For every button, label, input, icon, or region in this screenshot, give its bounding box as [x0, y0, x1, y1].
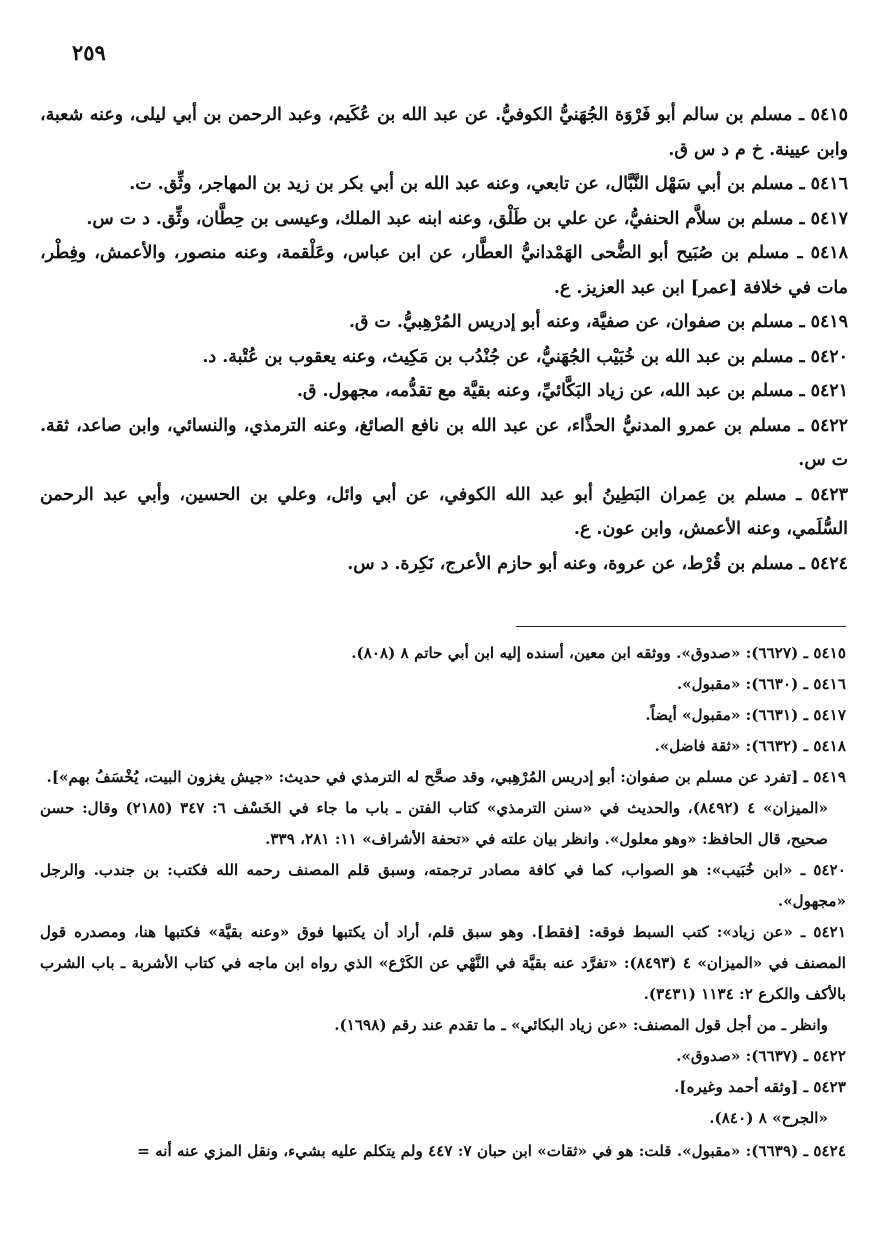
entry-5421 [40, 374, 848, 409]
note-number: ٥٤٢٤ ـ [803, 1142, 846, 1160]
entry-text: مسلم بن عبد الله بن خُبَيْب الجُهَنيُّ، عن جُنْدُب بن مَكِيث، وعنه يعقوب بن عُتْبة. د. [202, 346, 794, 367]
note-text: [تفرد عن مسلم بن صفوان: أبو إدريس المُرْهِبي، وقد صحَّح له الترمذي في حديث: «جيش يغزون البيت، يُخْسَفُ بهم»]. [46, 768, 799, 786]
entry-5420 [40, 340, 848, 375]
note-number: ٥٤٢٣ ـ [803, 1078, 846, 1096]
note-number: ٥٤٢٠ ـ [800, 861, 846, 879]
note-text: «الجرح» ٨ (٨٤٠). [709, 1109, 828, 1127]
note-5424 [40, 1136, 846, 1167]
note-number: ٥٤٢٢ ـ [803, 1047, 846, 1065]
entry-number: ٥٤٢٢ ـ [798, 415, 848, 436]
note-5418 [40, 731, 846, 762]
entry-number: ٥٤٢١ ـ [799, 381, 848, 401]
note-number: ٥٤١٥ ـ [803, 644, 846, 662]
entry-number: ٥٤٢٠ ـ [799, 346, 848, 367]
note-5423 [40, 1072, 846, 1103]
note-text: «عن زياد»: كتب السبط فوقه: [فقط]. وهو سبق قلم، أراد أن يكتبها فوق «وعنه بقيَّة» فكتبها هنا، ومصدره قول المصنف في «الميزان» ٤ (٨٤٩٣): «تفرَّد عنه بقيَّة في النَّهْي عن الكَرْع» الذي رواه ابن ماجه في كتاب الأشربة ـ باب الشرب بالأكف والكرع ٢: ١١٣٤ (٣٤٣١). [40, 923, 846, 1003]
note-text: (٦٦٣٠): «مقبول». [676, 675, 799, 693]
entry-5419 [40, 305, 848, 340]
page-number: ٢٥٩ [72, 40, 106, 65]
note-5419-reference [40, 793, 846, 855]
note-number: ٥٤١٦ ـ [803, 675, 846, 693]
footnote-divider [516, 626, 846, 627]
entry-number: ٥٤٢٤ ـ [799, 553, 848, 574]
note-5420 [40, 855, 846, 917]
entry-text: مسلم بن صفوان، عن صفيَّة، وعنه أبو إدريس المُرْهِبيُّ. ت ق. [348, 312, 794, 332]
note-5419 [40, 762, 846, 793]
entry-5418 [40, 236, 848, 305]
note-number: ٥٤١٨ ـ [803, 737, 846, 755]
footnotes [40, 638, 846, 1167]
entry-text: مسلم بن صُبَيح أبو الضُّحى الهَمْدانيُّ العطَّار، عن ابن عباس، وعَلْقمة، وعنه منصور، والأعمش، وفِطْر، مات في خلافة [عمر] ابن عبد العزيز. ع. [40, 243, 848, 298]
note-5423-reference [40, 1103, 846, 1134]
entry-number: ٥٤٢٣ ـ [796, 484, 848, 505]
note-text: «الميزان» ٤ (٨٤٩٢)، والحديث في «سنن الترمذي» كتاب الفتن ـ باب ما جاء في الخَسْف ٦: ٣٤٧ (٢١٨٥) وقال: حسن صحيح، قال الحافظ: «وهو معلول». وانظر بيان علته في «تحفة الأشراف» ١١: ٢٨١، ٣٣٩. [40, 799, 828, 848]
entry-number: ٥٤١٦ ـ [799, 174, 848, 194]
note-text: (٦٦٢٧): «صدوق». ووثقه ابن معين، أسنده إليه ابن أبي حاتم ٨ (٨٠٨). [351, 644, 799, 662]
entry-5417 [40, 202, 848, 237]
entry-number: ٥٤١٥ ـ [798, 105, 849, 125]
entry-text: مسلم بن أبي سَهْل النَّبَّال، عن تابعي، وعنه عبد الله بن أبي بكر بن زيد بن المهاجر، وثِّق. ت. [129, 174, 794, 194]
note-5416 [40, 669, 846, 700]
note-text: (٦٦٣٢): «ثقة فاضل». [654, 737, 799, 755]
note-5415 [40, 638, 846, 669]
note-text: [وثقه أحمد وغيره]. [674, 1078, 799, 1096]
note-text: وانظر ـ من أجل قول المصنف: «عن زياد البكائي» ـ ما تقدم عند رقم (١٦٩٨). [334, 1016, 828, 1034]
entry-text: مسلم بن عِمران البَطِينُ أبو عبد الله الكوفي، عن أبي وائل، وعلي بن الحسين، وأبي عبد الرحمن السُّلَمي، وعنه الأعمش، وابن عون. ع. [40, 484, 848, 539]
entry-text: مسلم بن سلاَّم الحنفيُّ، عن علي بن طَلْق، وعنه ابنه عبد الملك، وعيسى بن حِطَّان، وثِّق. د ت س. [86, 208, 794, 229]
note-5422 [40, 1041, 846, 1072]
note-5421 [40, 917, 846, 1010]
note-5421-reference [40, 1010, 846, 1041]
note-text: «ابن خُبَيب»: هو الصواب، كما في كافة مصادر ترجمته، وسبق قلم المصنف رحمه الله فكتب: بن جندب. والرجل «مجهول». [40, 861, 846, 910]
entry-5415 [40, 98, 848, 167]
entry-text: مسلم بن سالم أبو فَرْوَة الجُهَنيُّ الكوفيُّ. عن عبد الله بن عُكَيم، وعبد الرحمن بن أبي ليلى، وعنه شعبة، وابن عيينة. خ م د س ق. [40, 105, 848, 160]
biography-entries [40, 98, 848, 581]
entry-5416 [40, 167, 848, 202]
note-5417 [40, 700, 846, 731]
entry-5423 [40, 478, 848, 547]
note-number: ٥٤٢١ ـ [800, 923, 846, 941]
entry-text: مسلم بن عبد الله، عن زياد البَكَّائيِّ، وعنه بقيَّة مع تقدُّمه، مجهول. ق. [296, 381, 794, 401]
entry-text: مسلم بن عمرو المدنيُّ الحذَّاء، عن عبد الله بن نافع الصائغ، وعنه الترمذي، والنسائي، وابن صاعد، ثقة. ت س. [40, 415, 848, 470]
entry-number: ٥٤١٨ ـ [797, 243, 848, 263]
entry-5424 [40, 547, 848, 582]
note-text: (٦٦٣٧): «صدوق». [676, 1047, 799, 1065]
entry-number: ٥٤١٧ ـ [799, 208, 848, 229]
entry-5422 [40, 409, 848, 478]
entry-number: ٥٤١٩ ـ [799, 312, 848, 332]
note-number: ٥٤١٧ ـ [803, 706, 846, 724]
note-text: (٦٦٣٩): «مقبول». قلت: هو في «ثقات» ابن حبان ٧: ٤٤٧ ولم يتكلم عليه بشيء، ونقل المزي عنه أنه = [137, 1142, 799, 1160]
entry-text: مسلم بن قُرْط، عن عروة، وعنه أبو حازم الأعرج، نَكِرة. د س. [347, 553, 794, 574]
note-number: ٥٤١٩ ـ [803, 768, 846, 786]
note-text: (٦٦٣١): «مقبول» أيضاً. [645, 706, 799, 724]
